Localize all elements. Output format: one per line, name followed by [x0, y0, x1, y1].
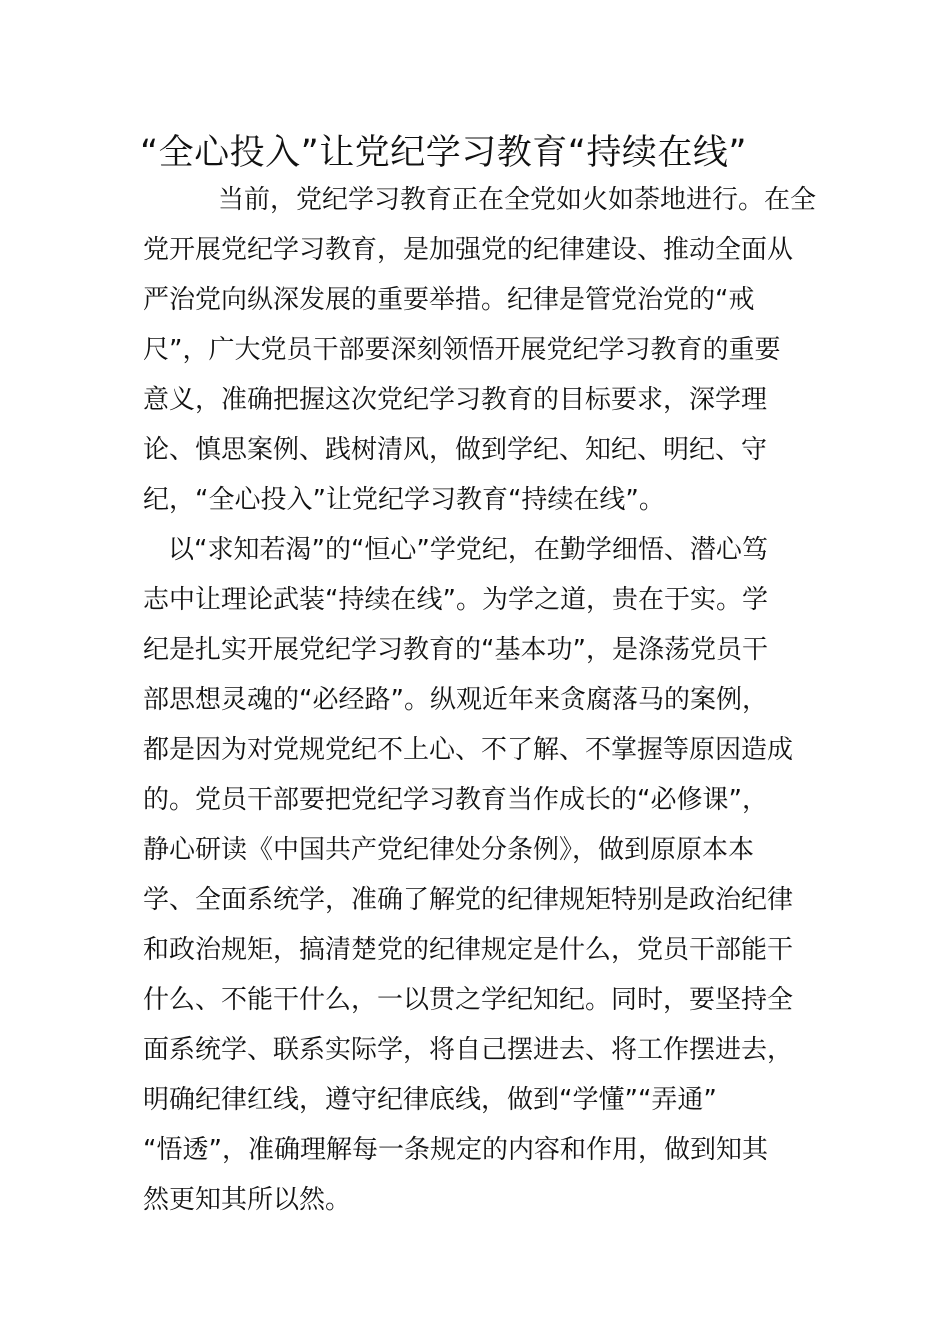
paragraph-2-line-3: 纪是扎实开展党纪学习教育的“基本功”，是涤荡党员干 — [143, 635, 768, 665]
paragraph-2-line-5: 都是因为对党规党纪不上心、不了解、不掌握等原因造成 — [143, 735, 794, 765]
paragraph-2-line-4: 部思想灵魂的“必经路”。纵观近年来贪腐落马的案例， — [143, 685, 768, 715]
paragraph-1-line-7: 纪，“全心投入”让党纪学习教育“持续在线”。 — [143, 485, 665, 515]
paragraph-1-line-2: 党开展党纪学习教育，是加强党的纪律建设、推动全面从 — [143, 235, 794, 265]
paragraph-2-line-13: “悟透”，准确理解每一条规定的内容和作用，做到知其 — [143, 1135, 768, 1165]
paragraph-2-line-1: 以“求知若渴”的“恒心”学党纪，在勤学细悟、潜心笃 — [168, 535, 768, 565]
document-title: “全心投入”让党纪学习教育“持续在线” — [140, 133, 748, 173]
paragraph-1-line-1: 当前，党纪学习教育正在全党如火如荼地进行。在全 — [218, 185, 817, 215]
paragraph-1-line-4: 尺”，广大党员干部要深刻领悟开展党纪学习教育的重要 — [143, 335, 781, 365]
paragraph-1-line-6: 论、慎思案例、践树清风，做到学纪、知纪、明纪、守 — [143, 435, 768, 465]
paragraph-2-line-8: 学、全面系统学，准确了解党的纪律规矩特别是政治纪律 — [143, 885, 794, 915]
paragraph-2-line-9: 和政治规矩，搞清楚党的纪律规定是什么，党员干部能干 — [143, 935, 794, 965]
paragraph-1-line-5: 意义，准确把握这次党纪学习教育的目标要求，深学理 — [143, 385, 768, 415]
paragraph-2-line-12: 明确纪律红线，遵守纪律底线，做到“学懂”“弄通” — [143, 1085, 717, 1115]
paragraph-1-line-3: 严治党向纵深发展的重要举措。纪律是管党治党的“戒 — [143, 285, 755, 315]
paragraph-2-line-6: 的。党员干部要把党纪学习教育当作成长的“必修课”， — [143, 785, 768, 815]
paragraph-2-line-11: 面系统学、联系实际学，将自己摆进去、将工作摆进去， — [143, 1035, 794, 1065]
paragraph-2-line-10: 什么、不能干什么，一以贯之学纪知纪。同时，要坚持全 — [143, 985, 794, 1015]
paragraph-2-line-2: 志中让理论武装“持续在线”。为学之道，贵在于实。学 — [143, 585, 768, 615]
paragraph-2-line-7: 静心研读《中国共产党纪律处分条例》，做到原原本本 — [143, 835, 755, 865]
paragraph-2-line-14: 然更知其所以然。 — [143, 1185, 352, 1215]
